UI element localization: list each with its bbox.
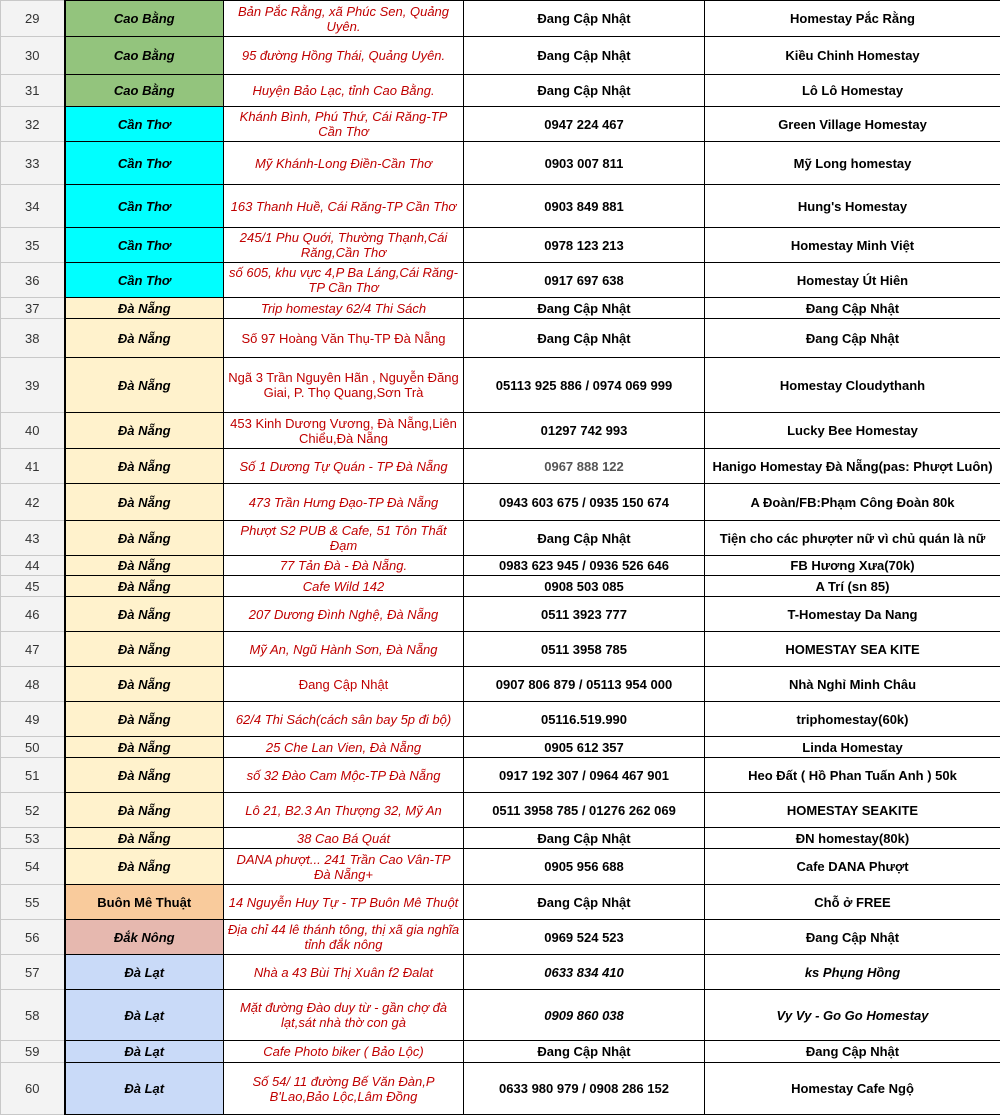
- name-cell: Tiện cho các phượter nữ vì chủ quán là nữ: [705, 521, 1000, 556]
- phone-cell: 0903 849 881: [464, 185, 705, 228]
- name-cell: Đang Cập Nhật: [705, 920, 1000, 955]
- address-cell: Lô 21, B2.3 An Thượng 32, Mỹ An: [224, 793, 464, 828]
- row-number: 39: [1, 358, 65, 413]
- row-number: 31: [1, 75, 65, 107]
- province-cell: Đà Nẵng: [65, 449, 224, 484]
- table-row: [1, 990, 1000, 1041]
- address-cell: Ngã 3 Trần Nguyên Hãn , Nguyễn Đăng Giai, P. Thọ Quang,Sơn Trà: [224, 358, 464, 413]
- table-row: [1, 667, 1000, 702]
- phone-cell: 0511 3958 785: [464, 632, 705, 667]
- row-number: 60: [1, 1063, 65, 1115]
- address-cell: số 32 Đào Cam Mộc-TP Đà Nẵng: [224, 758, 464, 793]
- row-number: 54: [1, 849, 65, 885]
- address-cell: 77 Tản Đà - Đà Nẵng.: [224, 556, 464, 576]
- address-cell: Cafe Wild 142: [224, 576, 464, 597]
- row-number: 38: [1, 319, 65, 358]
- province-cell: Cần Thơ: [65, 185, 224, 228]
- table-row: [1, 413, 1000, 449]
- address-cell: 453 Kinh Dương Vương, Đà Nẵng,Liên Chiểu,Đà Nẵng: [224, 413, 464, 449]
- row-number: 29: [1, 1, 65, 37]
- row-number: 40: [1, 413, 65, 449]
- table-row: [1, 75, 1000, 107]
- table-row: [1, 37, 1000, 75]
- name-cell: Đang Cập Nhật: [705, 319, 1000, 358]
- phone-cell: 0908 503 085: [464, 576, 705, 597]
- phone-cell: Đang Cập Nhật: [464, 885, 705, 920]
- table-row: [1, 828, 1000, 849]
- phone-cell: 0967 888 122: [464, 449, 705, 484]
- phone-cell: 0633 834 410: [464, 955, 705, 990]
- phone-cell: Đang Cập Nhật: [464, 319, 705, 358]
- table-row: [1, 142, 1000, 185]
- province-cell: Đà Lạt: [65, 990, 224, 1041]
- address-cell: Đang Cập Nhật: [224, 667, 464, 702]
- row-number: 59: [1, 1041, 65, 1063]
- table-row: [1, 1041, 1000, 1063]
- province-cell: Cần Thơ: [65, 228, 224, 263]
- name-cell: Hung's Homestay: [705, 185, 1000, 228]
- address-cell: 207 Dương Đình Nghệ, Đà Nẵng: [224, 597, 464, 632]
- table-row: [1, 576, 1000, 597]
- province-cell: Đà Lạt: [65, 1063, 224, 1115]
- province-cell: Đà Nẵng: [65, 556, 224, 576]
- province-cell: Cao Bằng: [65, 1, 224, 37]
- phone-cell: Đang Cập Nhật: [464, 75, 705, 107]
- row-number: 55: [1, 885, 65, 920]
- table-row: [1, 521, 1000, 556]
- name-cell: triphomestay(60k): [705, 702, 1000, 737]
- row-number: 47: [1, 632, 65, 667]
- table-row: [1, 484, 1000, 521]
- province-cell: Đà Nẵng: [65, 358, 224, 413]
- address-cell: 14 Nguyễn Huy Tự - TP Buôn Mê Thuột: [224, 885, 464, 920]
- row-number: 36: [1, 263, 65, 298]
- address-cell: Số 54/ 11 đường Bế Văn Đàn,P B'Lao,Bảo Lộc,Lâm Đồng: [224, 1063, 464, 1115]
- name-cell: Homestay Minh Việt: [705, 228, 1000, 263]
- row-number: 48: [1, 667, 65, 702]
- table-row: [1, 449, 1000, 484]
- province-cell: Đà Nẵng: [65, 298, 224, 319]
- row-number: 52: [1, 793, 65, 828]
- phone-cell: 05113 925 886 / 0974 069 999: [464, 358, 705, 413]
- name-cell: Homestay Út Hiên: [705, 263, 1000, 298]
- name-cell: ĐN homestay(80k): [705, 828, 1000, 849]
- phone-cell: 0907 806 879 / 05113 954 000: [464, 667, 705, 702]
- row-number: 56: [1, 920, 65, 955]
- phone-cell: 0947 224 467: [464, 107, 705, 142]
- phone-cell: 0905 612 357: [464, 737, 705, 758]
- address-cell: 38 Cao Bá Quát: [224, 828, 464, 849]
- phone-cell: 0633 980 979 / 0908 286 152: [464, 1063, 705, 1115]
- row-number: 43: [1, 521, 65, 556]
- name-cell: Vy Vy - Go Go Homestay: [705, 990, 1000, 1041]
- table-row: [1, 1063, 1000, 1115]
- name-cell: Đang Cập Nhật: [705, 1041, 1000, 1063]
- row-number: 33: [1, 142, 65, 185]
- address-cell: Mỹ An, Ngũ Hành Sơn, Đà Nẵng: [224, 632, 464, 667]
- province-cell: Đà Nẵng: [65, 828, 224, 849]
- table-row: [1, 185, 1000, 228]
- province-cell: Đà Nẵng: [65, 667, 224, 702]
- address-cell: 473 Trần Hưng Đạo-TP Đà Nẵng: [224, 484, 464, 521]
- province-cell: Đà Nẵng: [65, 576, 224, 597]
- table-row: [1, 885, 1000, 920]
- name-cell: Green Village Homestay: [705, 107, 1000, 142]
- table-row: [1, 1, 1000, 37]
- row-number: 49: [1, 702, 65, 737]
- phone-cell: Đang Cập Nhật: [464, 1, 705, 37]
- address-cell: Mặt đường Đào duy từ - gần chợ đà lạt,sát nhà thờ con gà: [224, 990, 464, 1041]
- phone-cell: 0978 123 213: [464, 228, 705, 263]
- address-cell: số 605, khu vực 4,P Ba Láng,Cái Răng-TP Cần Thơ: [224, 263, 464, 298]
- province-cell: Đà Lạt: [65, 1041, 224, 1063]
- address-cell: 95 đường Hồng Thái, Quảng Uyên.: [224, 37, 464, 75]
- address-cell: Cafe Photo biker ( Bảo Lộc): [224, 1041, 464, 1063]
- table-row: [1, 263, 1000, 298]
- phone-cell: 01297 742 993: [464, 413, 705, 449]
- phone-cell: Đang Cập Nhật: [464, 521, 705, 556]
- row-number: 35: [1, 228, 65, 263]
- address-cell: 245/1 Phu Quới, Thường Thạnh,Cái Răng,Cần Thơ: [224, 228, 464, 263]
- row-number: 57: [1, 955, 65, 990]
- address-cell: Huyện Bảo Lạc, tỉnh Cao Bằng.: [224, 75, 464, 107]
- phone-cell: 0917 697 638: [464, 263, 705, 298]
- address-cell: Bản Pắc Rằng, xã Phúc Sen, Quảng Uyên.: [224, 1, 464, 37]
- address-cell: 62/4 Thi Sách(cách sân bay 5p đi bộ): [224, 702, 464, 737]
- row-number: 37: [1, 298, 65, 319]
- row-number: 32: [1, 107, 65, 142]
- name-cell: FB Hương Xưa(70k): [705, 556, 1000, 576]
- name-cell: HOMESTAY SEAKITE: [705, 793, 1000, 828]
- name-cell: Lô Lô Homestay: [705, 75, 1000, 107]
- address-cell: 25 Che Lan Vien, Đà Nẵng: [224, 737, 464, 758]
- table-row: [1, 632, 1000, 667]
- address-cell: Trip homestay 62/4 Thi Sách: [224, 298, 464, 319]
- province-cell: Đà Nẵng: [65, 521, 224, 556]
- name-cell: Heo Đất ( Hồ Phan Tuấn Anh ) 50k: [705, 758, 1000, 793]
- province-cell: Cao Bằng: [65, 75, 224, 107]
- phone-cell: 0969 524 523: [464, 920, 705, 955]
- phone-cell: 0511 3923 777: [464, 597, 705, 632]
- province-cell: Cao Bằng: [65, 37, 224, 75]
- address-cell: 163 Thanh Huề, Cái Răng-TP Cần Thơ: [224, 185, 464, 228]
- table-row: [1, 849, 1000, 885]
- address-cell: Nhà a 43 Bùi Thị Xuân f2 Đalat: [224, 955, 464, 990]
- province-cell: Đà Nẵng: [65, 319, 224, 358]
- name-cell: T-Homestay Da Nang: [705, 597, 1000, 632]
- phone-cell: Đang Cập Nhật: [464, 298, 705, 319]
- name-cell: Linda Homestay: [705, 737, 1000, 758]
- province-cell: Cần Thơ: [65, 107, 224, 142]
- province-cell: Đà Lạt: [65, 955, 224, 990]
- row-number: 30: [1, 37, 65, 75]
- name-cell: Chỗ ở FREE: [705, 885, 1000, 920]
- phone-cell: 05116.519.990: [464, 702, 705, 737]
- province-cell: Đà Nẵng: [65, 737, 224, 758]
- row-number: 51: [1, 758, 65, 793]
- address-cell: Mỹ Khánh-Long Điền-Cần Thơ: [224, 142, 464, 185]
- table-row: [1, 107, 1000, 142]
- name-cell: Cafe DANA Phượt: [705, 849, 1000, 885]
- row-number: 53: [1, 828, 65, 849]
- name-cell: Lucky Bee Homestay: [705, 413, 1000, 449]
- table-row: [1, 358, 1000, 413]
- table-row: [1, 556, 1000, 576]
- phone-cell: 0903 007 811: [464, 142, 705, 185]
- row-number: 44: [1, 556, 65, 576]
- table-row: [1, 298, 1000, 319]
- name-cell: Mỹ Long homestay: [705, 142, 1000, 185]
- row-number: 50: [1, 737, 65, 758]
- address-cell: Địa chỉ 44 lê thánh tông, thị xã gia nghĩa tỉnh đắk nông: [224, 920, 464, 955]
- name-cell: Homestay Cafe Ngộ: [705, 1063, 1000, 1115]
- row-number: 46: [1, 597, 65, 632]
- name-cell: A Trí (sn 85): [705, 576, 1000, 597]
- table-row: [1, 228, 1000, 263]
- province-cell: Đà Nẵng: [65, 597, 224, 632]
- province-cell: Đà Nẵng: [65, 793, 224, 828]
- name-cell: Đang Cập Nhật: [705, 298, 1000, 319]
- table-row: [1, 955, 1000, 990]
- province-cell: Đà Nẵng: [65, 484, 224, 521]
- phone-cell: Đang Cập Nhật: [464, 1041, 705, 1063]
- name-cell: Kiều Chinh Homestay: [705, 37, 1000, 75]
- phone-cell: 0909 860 038: [464, 990, 705, 1041]
- table-row: [1, 920, 1000, 955]
- name-cell: Hanigo Homestay Đà Nẵng(pas: Phượt Luôn): [705, 449, 1000, 484]
- phone-cell: Đang Cập Nhật: [464, 37, 705, 75]
- name-cell: Nhà Nghỉ Minh Châu: [705, 667, 1000, 702]
- address-cell: Phượt S2 PUB & Cafe, 51 Tôn Thất Đạm: [224, 521, 464, 556]
- name-cell: Homestay Pắc Rằng: [705, 1, 1000, 37]
- address-cell: Số 97 Hoàng Văn Thụ-TP Đà Nẵng: [224, 319, 464, 358]
- province-cell: Cần Thơ: [65, 142, 224, 185]
- row-number: 42: [1, 484, 65, 521]
- row-number: 41: [1, 449, 65, 484]
- address-cell: DANA phượt... 241 Trần Cao Vân-TP Đà Nẵng+: [224, 849, 464, 885]
- phone-cell: 0905 956 688: [464, 849, 705, 885]
- table-row: [1, 319, 1000, 358]
- province-cell: Đắk Nông: [65, 920, 224, 955]
- row-number: 58: [1, 990, 65, 1041]
- table-row: [1, 758, 1000, 793]
- province-cell: Đà Nẵng: [65, 849, 224, 885]
- phone-cell: 0917 192 307 / 0964 467 901: [464, 758, 705, 793]
- address-cell: Khánh Bình, Phú Thứ, Cái Răng-TP Cần Thơ: [224, 107, 464, 142]
- phone-cell: 0511 3958 785 / 01276 262 069: [464, 793, 705, 828]
- name-cell: Homestay Cloudythanh: [705, 358, 1000, 413]
- table-row: [1, 597, 1000, 632]
- table-row: [1, 793, 1000, 828]
- name-cell: HOMESTAY SEA KITE: [705, 632, 1000, 667]
- name-cell: A Đoàn/FB:Phạm Công Đoàn 80k: [705, 484, 1000, 521]
- province-cell: Đà Nẵng: [65, 632, 224, 667]
- address-cell: Số 1 Dương Tự Quán - TP Đà Nẵng: [224, 449, 464, 484]
- province-cell: Đà Nẵng: [65, 758, 224, 793]
- province-cell: Đà Nẵng: [65, 413, 224, 449]
- province-cell: Buôn Mê Thuật: [65, 885, 224, 920]
- table-row: [1, 702, 1000, 737]
- row-number: 45: [1, 576, 65, 597]
- province-cell: Cần Thơ: [65, 263, 224, 298]
- phone-cell: 0943 603 675 / 0935 150 674: [464, 484, 705, 521]
- table-row: [1, 737, 1000, 758]
- row-number: 34: [1, 185, 65, 228]
- phone-cell: Đang Cập Nhật: [464, 828, 705, 849]
- province-cell: Đà Nẵng: [65, 702, 224, 737]
- name-cell: ks Phụng Hồng: [705, 955, 1000, 990]
- phone-cell: 0983 623 945 / 0936 526 646: [464, 556, 705, 576]
